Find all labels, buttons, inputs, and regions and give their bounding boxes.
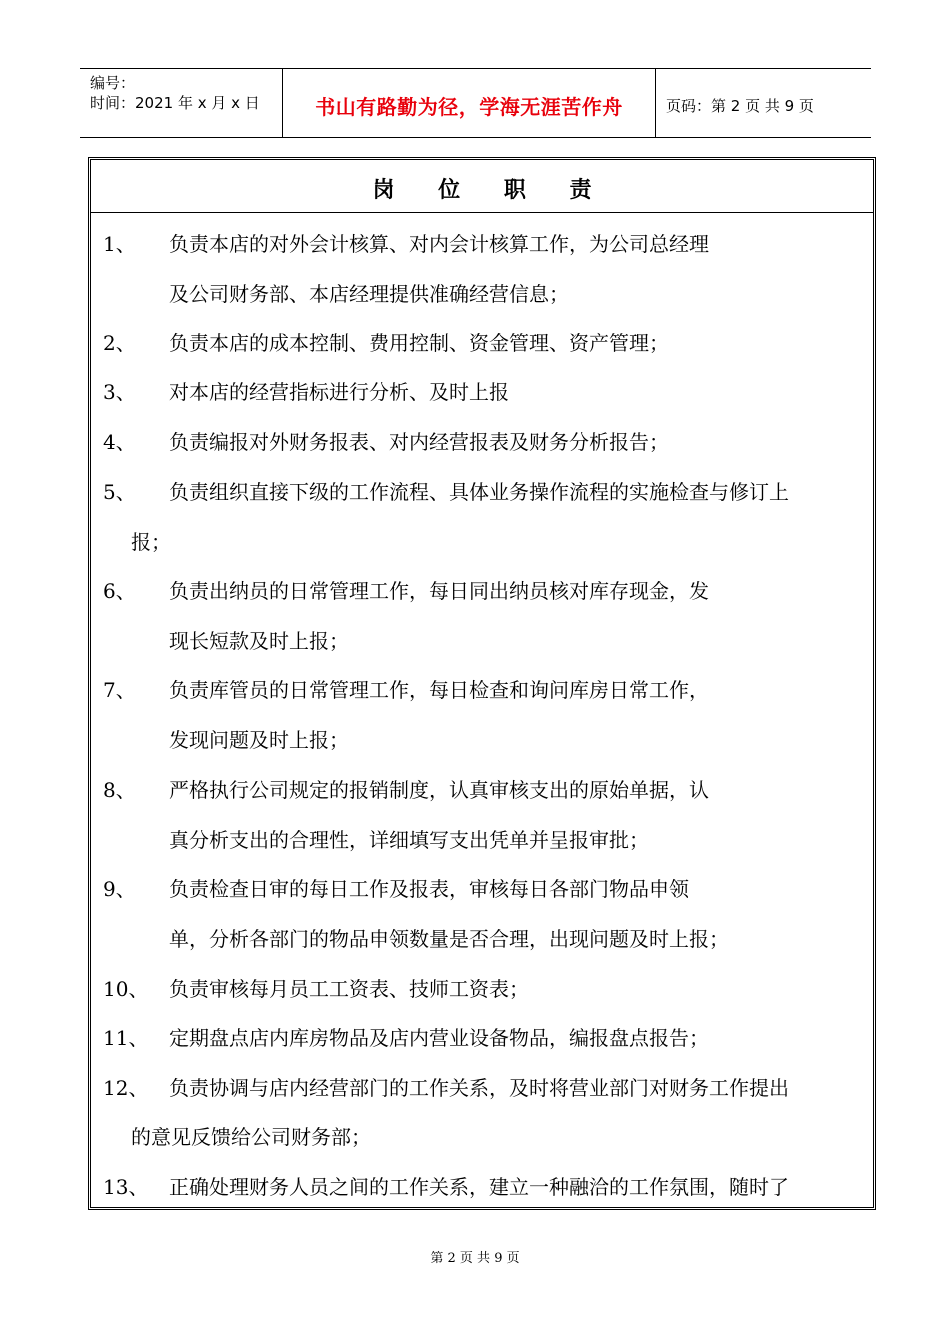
item-text: 正确处理财务人员之间的工作关系，建立一种融洽的工作氛围，随时了 bbox=[169, 1175, 789, 1199]
item-number: 1、 bbox=[103, 232, 136, 256]
header-page-cell bbox=[656, 69, 871, 137]
item-number: 12、 bbox=[103, 1076, 149, 1100]
item-text-continued: 报； bbox=[131, 530, 171, 554]
item-text: 负责出纳员的日常管理工作，每日同出纳员核对库存现金，发 bbox=[169, 579, 709, 603]
item-number: 6、 bbox=[103, 579, 136, 603]
item-text: 负责本店的对外会计核算、对内会计核算工作，为公司总经理 bbox=[169, 232, 709, 256]
item-number: 2、 bbox=[103, 331, 136, 355]
page-label: 页码：第 2 页 共 9 页 bbox=[666, 97, 814, 115]
motto-text: 书山有路勤为径，学海无涯苦作舟 bbox=[315, 95, 623, 119]
page-footer: 第 2 页 共 9 页 bbox=[430, 1251, 520, 1266]
duties-table bbox=[88, 157, 876, 1210]
date-label: 时间：2021 年 x 月 x 日 bbox=[90, 94, 260, 112]
item-number: 11、 bbox=[103, 1026, 149, 1050]
item-text-continued: 发现问题及时上报； bbox=[169, 728, 349, 752]
item-number: 13、 bbox=[103, 1175, 149, 1199]
item-number: 10、 bbox=[103, 977, 149, 1001]
item-text: 负责库管员的日常管理工作，每日检查和询问库房日常工作， bbox=[169, 678, 709, 702]
item-number: 4、 bbox=[103, 430, 136, 454]
header-meta-cell bbox=[80, 69, 283, 137]
number-label: 编号： bbox=[90, 74, 136, 92]
item-number: 9、 bbox=[103, 877, 136, 901]
item-text: 定期盘点店内库房物品及店内营业设备物品，编报盘点报告； bbox=[169, 1026, 709, 1050]
document-header bbox=[80, 68, 871, 138]
item-text-continued: 真分析支出的合理性，详细填写支出凭单并呈报审批； bbox=[169, 828, 649, 852]
item-text: 严格执行公司规定的报销制度，认真审核支出的原始单据，认 bbox=[169, 778, 709, 802]
item-text: 对本店的经营指标进行分析、及时上报 bbox=[169, 380, 509, 404]
item-text-continued: 现长短款及时上报； bbox=[169, 629, 349, 653]
item-text: 负责本店的成本控制、费用控制、资金管理、资产管理； bbox=[169, 331, 669, 355]
item-text-continued: 及公司财务部、本店经理提供准确经营信息； bbox=[169, 282, 569, 306]
table-title-row bbox=[91, 160, 873, 213]
item-text: 负责检查日审的每日工作及报表，审核每日各部门物品申领 bbox=[169, 877, 689, 901]
item-text-continued: 单，分析各部门的物品申领数量是否合理，出现问题及时上报； bbox=[169, 927, 729, 951]
header-motto-cell bbox=[283, 69, 656, 137]
item-number: 7、 bbox=[103, 678, 136, 702]
item-text: 负责协调与店内经营部门的工作关系，及时将营业部门对财务工作提出 bbox=[169, 1076, 789, 1100]
item-number: 8、 bbox=[103, 778, 136, 802]
item-text: 负责编报对外财务报表、对内经营报表及财务分析报告； bbox=[169, 430, 669, 454]
item-text: 负责审核每月员工工资表、技师工资表； bbox=[169, 977, 529, 1001]
item-number: 3、 bbox=[103, 380, 136, 404]
item-text: 负责组织直接下级的工作流程、具体业务操作流程的实施检查与修订上 bbox=[169, 480, 789, 504]
item-number: 5、 bbox=[103, 480, 136, 504]
item-text-continued: 的意见反馈给公司财务部； bbox=[131, 1125, 371, 1149]
table-title: 岗 位 职 责 bbox=[372, 178, 610, 203]
